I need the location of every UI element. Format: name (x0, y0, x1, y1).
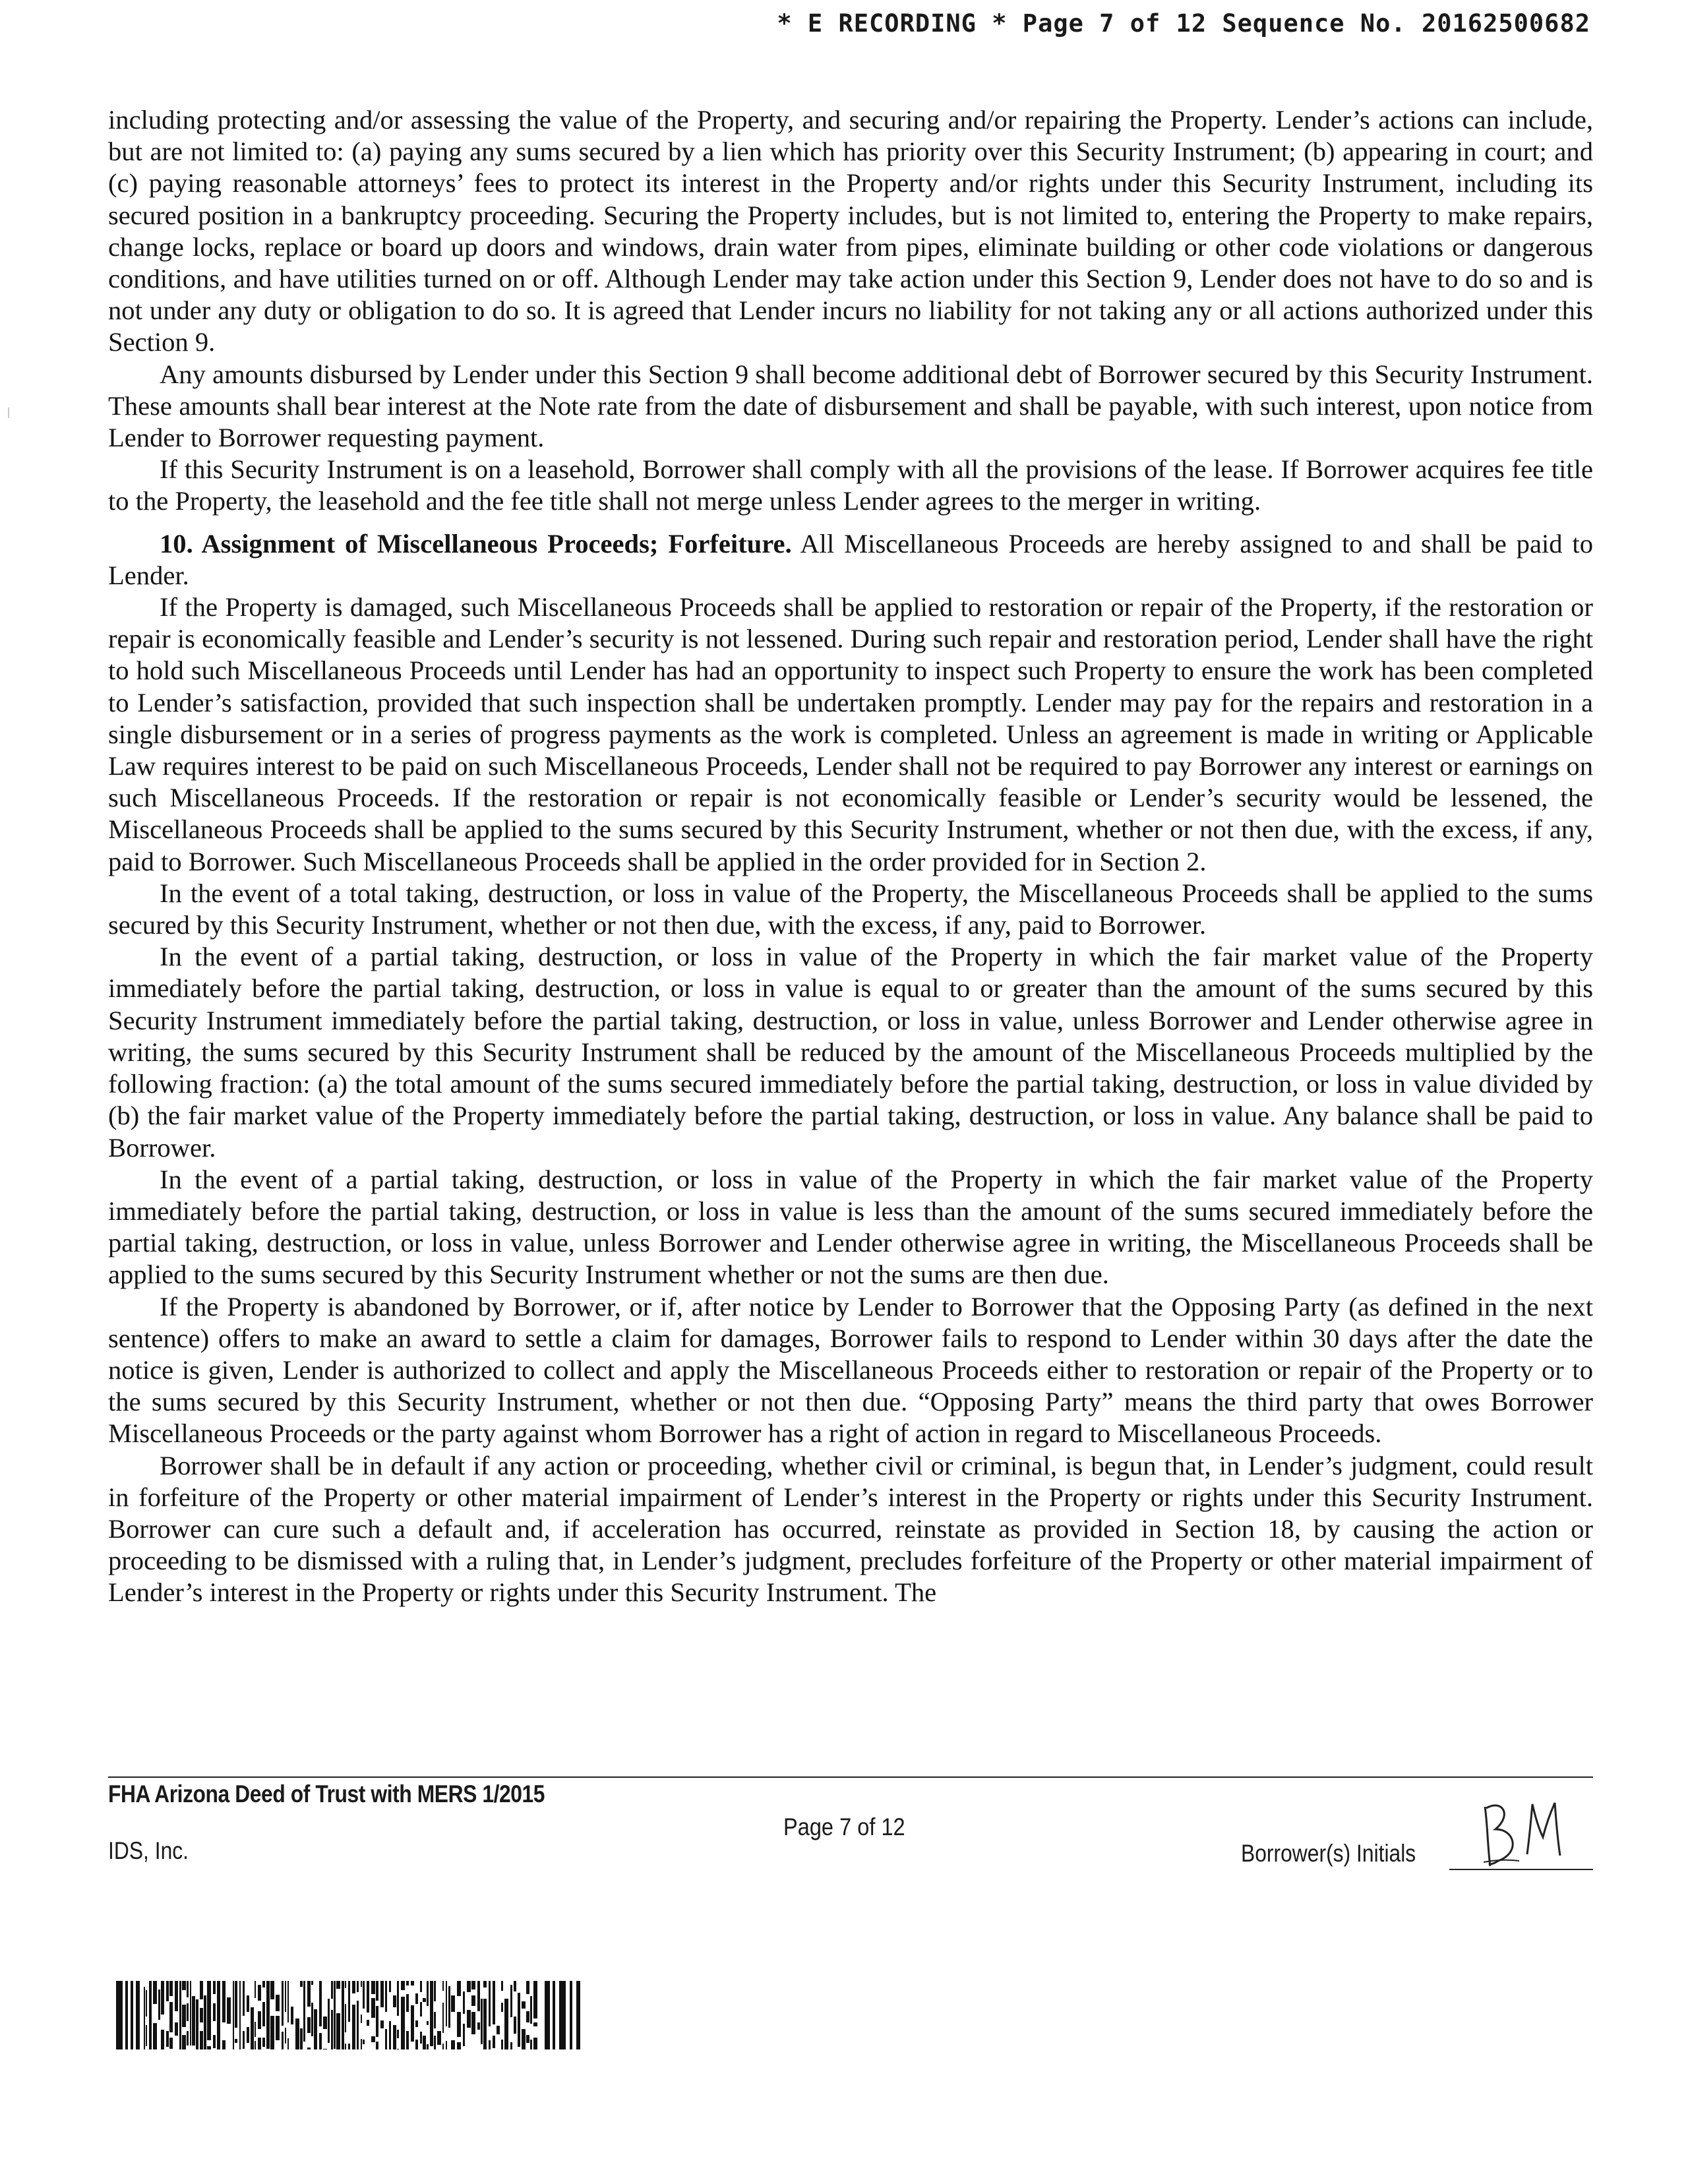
footer-page-number: Page 7 of 12 (783, 1813, 905, 1840)
recording-header: * E RECORDING * Page 7 of 12 Sequence No. 20162500682 (777, 9, 1590, 38)
paragraph-property-damaged: If the Property is damaged, such Miscellaneous Proceeds shall be applied to restoration or repair of the Property, if the restoration or repair is economically feasible and Lender’s security is not lessened. During such repair and restoration period, Lender shall have the right to hold such Miscellaneous Proceeds until Lender has had an opportunity to inspect such Property to ensure the work has been completed to Lender’s satisfaction, provided that such inspection shall be undertaken promptly. Lender may pay for the repairs and restoration in a single disbursement or in a series of progress payments as the work is completed. Unless an agreement is made in writing or Applicable Law requires interest to be paid on such Miscellaneous Proceeds, Lender shall not be required to pay Borrower any interest or earnings on such Miscellaneous Proceeds. If the restoration or repair is not economically feasible or Lender’s security would be lessened, the Miscellaneous Proceeds shall be applied to the sums secured by this Security Instrument, whether or not then due, with the excess, if any, paid to Borrower. Such Miscellaneous Proceeds shall be applied in the order provided for in Section 2. (108, 592, 1593, 876)
paragraph-borrower-default: Borrower shall be in default if any action or proceeding, whether civil or criminal, is begun that, in Lender’s judgment, could result in forfeiture of the Property or other material impairment of Lender’s interest in the Property or rights under this Security Instrument. Borrower can cure such a default and, if acceleration has occurred, reinstate as provided in Section 18, by causing the action or proceeding to be dismissed with a ruling that, in Lender’s judgment, precludes forfeiture of the Property or other material impairment of Lender’s interest in the Property or rights under this Security Instrument. The (108, 1450, 1593, 1608)
document-body (108, 104, 1593, 1609)
section-10-heading: 10. Assignment of Miscellaneous Proceeds; Forfeiture. (160, 528, 792, 559)
paragraph-disbursed-amounts: Any amounts disbursed by Lender under this Section 9 shall become additional debt of Borrower secured by this Security Instrument. These amounts shall bear interest at the Note rate from the date of disbursement and shall be payable, with such interest, upon notice from Lender to Borrower requesting payment. (108, 359, 1593, 453)
paragraph-section-10 (108, 528, 1593, 592)
handwritten-initials (1477, 1795, 1569, 1873)
scan-artifact (8, 408, 9, 418)
section-10-text: All Miscellaneous Proceeds are hereby assigned to and shall be paid to Lender. (108, 528, 1593, 590)
footer-divider (108, 1776, 1593, 1778)
paragraph-partial-taking-greater: In the event of a partial taking, destruction, or loss in value of the Property in which the fair market value of the Property immediately before the partial taking, destruction, or loss in value is equal to or greater than the amount of the sums secured by this Security Instrument immediately before the partial taking, destruction, or loss in value, unless Borrower and Lender otherwise agree in writing, the sums secured by this Security Instrument shall be reduced by the amount of the Miscellaneous Proceeds multiplied by the following fraction: (a) the total amount of the sums secured immediately before the partial taking, destruction, or loss in value divided by (b) the fair market value of the Property immediately before the partial taking, destruction, or loss in value. Any balance shall be paid to Borrower. (108, 942, 1593, 1163)
paragraph-partial-taking-less: In the event of a partial taking, destruction, or loss in value of the Property in which the fair market value of the Property immediately before the partial taking, destruction, or loss in value is less than the amount of the sums secured immediately before the partial taking, destruction, or loss in value, unless Borrower and Lender otherwise agree in writing, the Miscellaneous Proceeds shall be applied to the sums secured by this Security Instrument whether or not the sums are then due. (108, 1164, 1593, 1290)
footer-form-name: FHA Arizona Deed of Trust with MERS 1/2015 (108, 1780, 545, 1807)
paragraph-total-taking: In the event of a total taking, destruction, or loss in value of the Property, the Miscellaneous Proceeds shall be applied to the sums secured by this Security Instrument, whether or not then due, with the excess, if any, paid to Borrower. (108, 878, 1593, 940)
paragraph-section9-continued: including protecting and/or assessing the value of the Property, and securing and/or repairing the Property. Lender’s actions can include, but are not limited to: (a) paying any sums secured by a lien which has priority over this Security Instrument; (b) appearing in court; and (c) paying reasonable attorneys’ fees to protect its interest in the Property and/or rights under this Security Instrument, including its secured position in a bankruptcy proceeding. Securing the Property includes, but is not limited to, entering the Property to make repairs, change locks, replace or board up doors and windows, drain water from pipes, eliminate building or other code violations or dangerous conditions, and have utilities turned on or off. Although Lender may take action under this Section 9, Lender does not have to do so and is not under any duty or obligation to do so. It is agreed that Lender incurs no liability for not taking any or all actions authorized under this Section 9. (108, 105, 1593, 357)
paragraph-leasehold: If this Security Instrument is on a leasehold, Borrower shall comply with all the provisions of the lease. If Borrower acquires fee title to the Property, the leasehold and the fee title shall not merge unless Lender agrees to the merger in writing. (108, 454, 1593, 516)
borrower-initials-label: Borrower(s) Initials (1241, 1840, 1416, 1867)
paragraph-abandoned-property: If the Property is abandoned by Borrower, or if, after notice by Lender to Borrower that the Opposing Party (as defined in the next sentence) offers to make an award to settle a claim for damages, Borrower fails to respond to Lender within 30 days after the date the notice is given, Lender is authorized to collect and apply the Miscellaneous Proceeds either to restoration or repair of the Property or to the sums secured by this Security Instrument, whether or not then due. “Opposing Party” means the third party that owes Borrower Miscellaneous Proceeds or the party against whom Borrower has a right of action in regard to Miscellaneous Proceeds. (108, 1291, 1593, 1449)
footer-company: IDS, Inc. (108, 1837, 189, 1864)
barcode (116, 1981, 582, 2049)
